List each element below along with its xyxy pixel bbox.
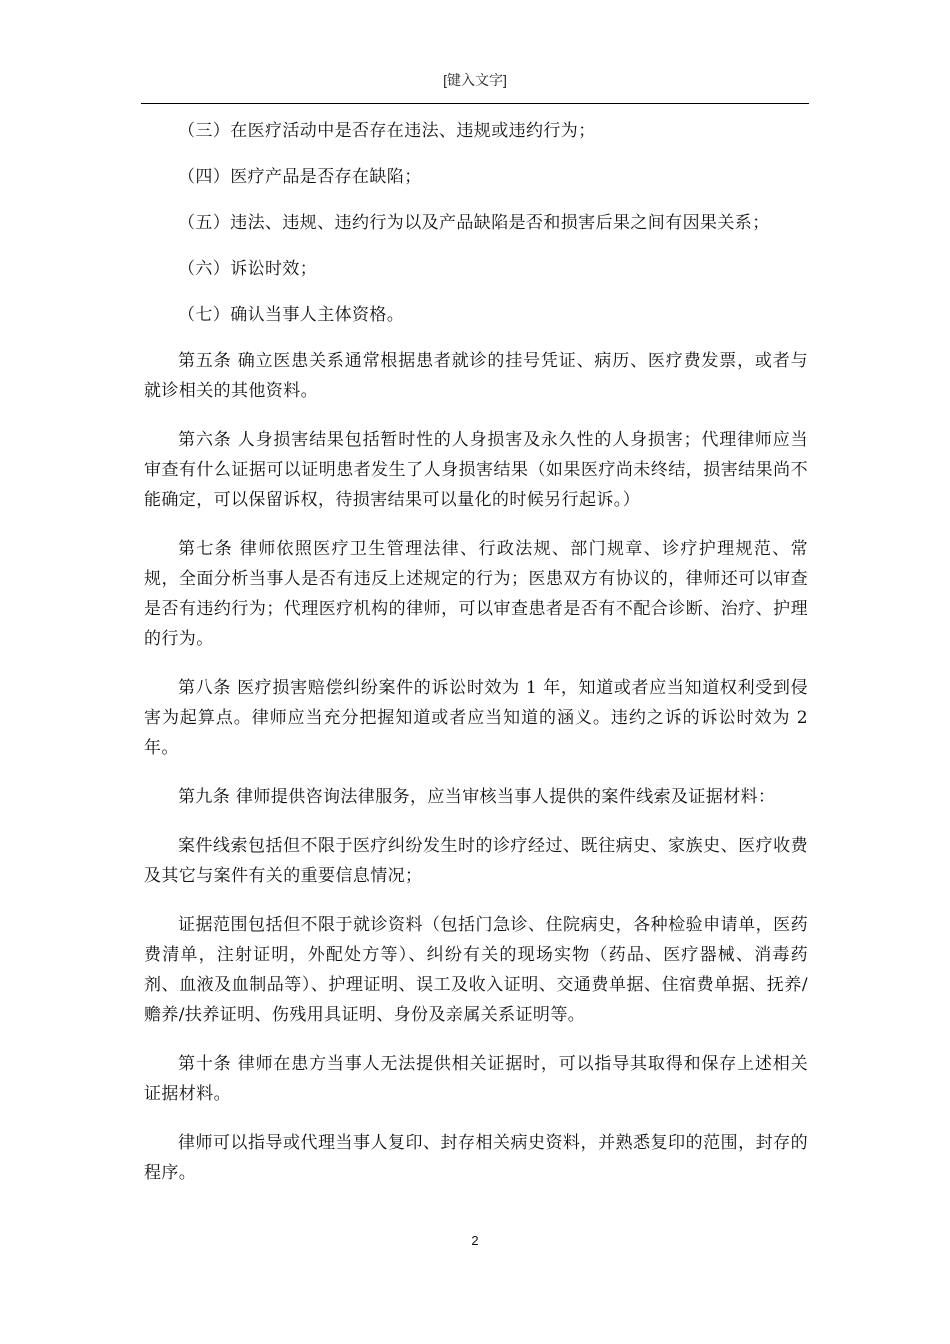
paragraph: 第九条 律师提供咨询法律服务，应当审核当事人提供的案件线索及证据材料： [178, 787, 776, 807]
header-divider [141, 103, 809, 104]
paragraph: 案件线索包括但不限于医疗纠纷发生时的诊疗经过、既往病史、家族史、医疗收费及其它与案件有关的重要信息情况； [144, 836, 808, 886]
document-body [144, 116, 808, 1207]
paragraph: 第十条 律师在患方当事人无法提供相关证据时，可以指导其取得和保存上述相关证据材料。 [144, 1054, 808, 1104]
paragraph: 证据范围包括但不限于就诊资料（包括门急诊、住院病史，各种检验申请单，医药费清单，注射证明，外配处方等）、纠纷有关的现场实物（药品、医疗器械、消毒药剂、血液及血制品等）、护理证明、误工及收入证明、交通费单据、住宿费单据、抚养/赡养/扶养证明、伤残用具证明、身份及亲属关系证明等。 [144, 915, 808, 1025]
page-header: [键入文字] [443, 72, 507, 88]
list-item: （三）在医疗活动中是否存在违法、违规或违约行为； [178, 121, 596, 141]
list-item: （四）医疗产品是否存在缺陷； [178, 167, 422, 187]
paragraph: 第七条 律师依照医疗卫生管理法律、行政法规、部门规章、诊疗护理规范、常规，全面分析当事人是否有违反上述规定的行为；医患双方有协议的，律师还可以审查是否有违约行为；代理医疗机构的律师，可以审查患者是否有不配合诊断、治疗、护理的行为。 [144, 539, 808, 649]
list-item: （五）违法、违规、违约行为以及产品缺陷是否和损害后果之间有因果关系； [178, 213, 770, 233]
paragraph: 第六条 人身损害结果包括暂时性的人身损害及永久性的人身损害；代理律师应当审查有什么证据可以证明患者发生了人身损害结果（如果医疗尚未终结，损害结果尚不能确定，可以保留诉权，待损害结果可以量化的时候另行起诉。） [144, 430, 808, 510]
paragraph: 律师可以指导或代理当事人复印、封存相关病史资料，并熟悉复印的范围，封存的程序。 [144, 1133, 808, 1183]
list-item: （六）诉讼时效； [178, 259, 318, 279]
paragraph: 第五条 确立医患关系通常根据患者就诊的挂号凭证、病历、医疗费发票，或者与就诊相关的其他资料。 [144, 351, 808, 401]
page-number: 2 [471, 1233, 479, 1248]
list-item: （七）确认当事人主体资格。 [178, 305, 405, 325]
paragraph: 第八条 医疗损害赔偿纠纷案件的诉讼时效为 1 年，知道或者应当知道权利受到侵害为起算点。律师应当充分把握知道或者应当知道的涵义。违约之诉的诉讼时效为 2 年。 [144, 678, 808, 758]
